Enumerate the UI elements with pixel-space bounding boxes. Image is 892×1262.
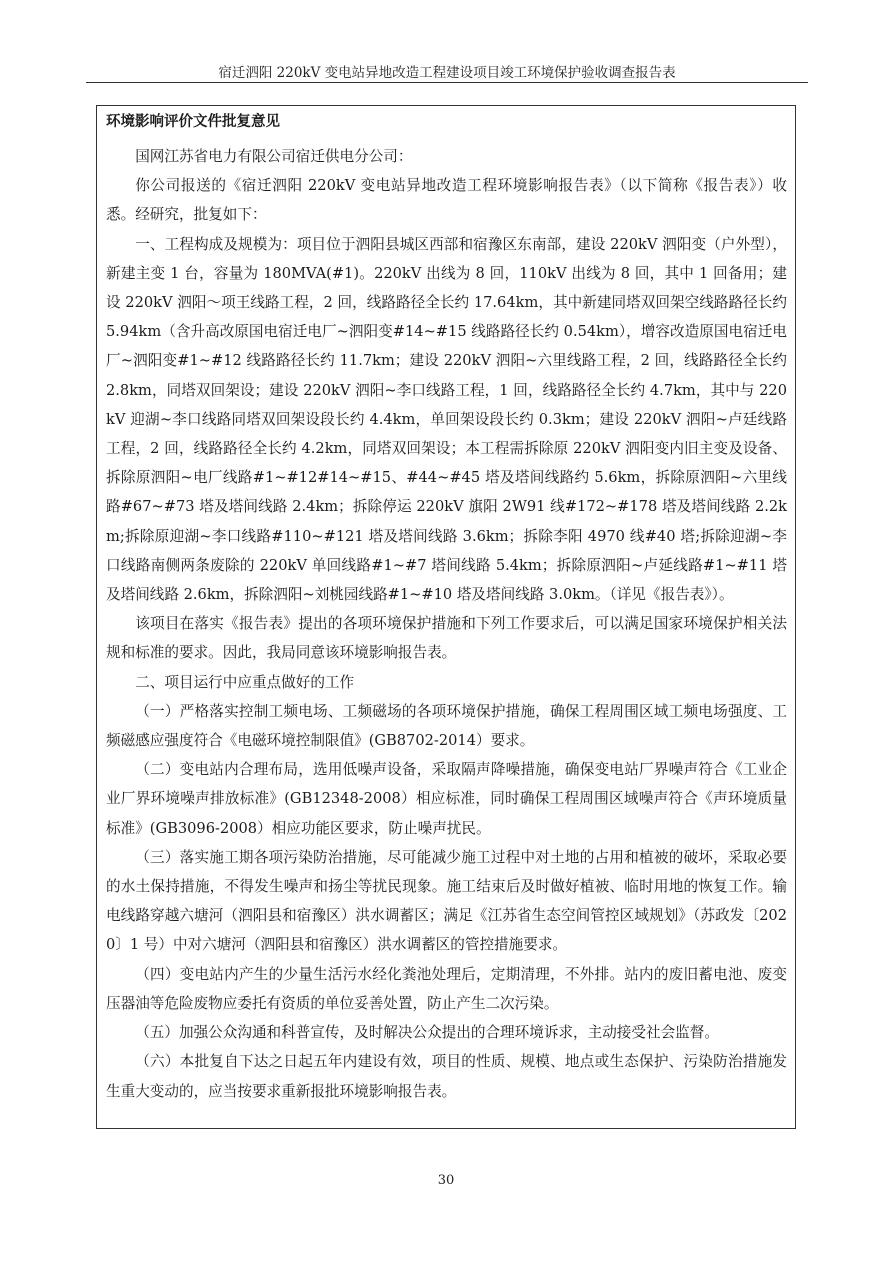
page-number: 30: [437, 1173, 455, 1188]
paragraph-item-6: （六）本批复自下达之日起五年内建设有效，项目的性质、规模、地点或生态保护、污染防治措施发生重大变动的，应当按要求重新报批环境影响报告表。: [106, 1053, 787, 1100]
header-divider: [86, 82, 808, 83]
paragraph-item-3: （三）落实施工期各项污染防治措施，尽可能减少施工过程中对土地的占用和植被的破坏，采取必要的水土保持措施，不得发生噪声和扬尘等扰民现象。施工结束后及时做好植被、临时用地的恢复工作。输电线路穿越六塘河（泗阳县和宿豫区）洪水调蓄区；满足《江苏省生态空间管控区域规划》（苏政发〔2020〕1 号）中对六塘河（泗阳县和宿豫区）洪水调蓄区的管控措施要求。: [106, 848, 787, 954]
paragraph-item-4: （四）变电站内产生的少量生活污水经化粪池处理后，定期清理，不外排。站内的废旧蓄电池、废变压器油等危险废物应委托有资质的单位妥善处置，防止产生二次污染。: [106, 965, 787, 1012]
paragraph-approval: 该项目在落实《报告表》提出的各项环境保护措施和下列工作要求后，可以满足国家环境保护相关法规和标准的要求。因此，我局同意该环境影响报告表。: [106, 615, 787, 662]
paragraph-addressee: 国网江苏省电力有限公司宿迁供电分公司：: [135, 148, 413, 165]
approval-opinion-box: [96, 105, 796, 1129]
paragraph-item-2: （二）变电站内合理布局，选用低噪声设备，采取隔声降噪措施，确保变电站厂界噪声符合《工业企业厂界环境噪声排放标准》(GB12348-2008）相应标准，同时确保工程周围区域噪声符合《声环境质量标准》(GB3096-2008）相应功能区要求，防止噪声扰民。: [106, 761, 787, 837]
paragraph-project-scope: 一、工程构成及规模为：项目位于泗阳县城区西部和宿豫区东南部，建设 220kV 泗阳变（户外型），新建主变 1 台，容量为 180MVA(#1)。220kV 出线为 8 回，110kV 出线为 8 回，其中 1 回备用；建设 220kV 泗阳～项王线路工程，2 回，线路路径全长约 17.64km，其中新建同塔双回架空线路路径长约 5.94km（含升高改原国电宿迁电厂~泗阳变#14~#15 线路路径长约 0.54km），增容改造原国电宿迁电厂~泗阳变#1~#12 线路路径长约 11.7km；建设 220kV 泗阳~六里线路工程，2 回，线路路径全长约 2.8km，同塔双回架设；建设 220kV 泗阳~李口线路工程，1 回，线路路径全长约 4.7km，其中与 220kV 迎湖~李口线路同塔双回架设段长约 4.4km，单回架设段长约 0.3km；建设 220kV 泗阳~卢廷线路工程，2 回，线路路径全长约 4.2km，同塔双回架设；本工程需拆除原 220kV 泗阳变内旧主变及设备、拆除原泗阳~电厂线路#1~#12#14~#15、#44~#45 塔及塔间线路约 5.6km，拆除原泗阳~六里线路#67~#73 塔及塔间线路 2.4km；拆除停运 220kV 旗阳 2W91 线#172~#178 塔及塔间线路 2.2km;拆除原迎湖~李口线路#110~#121 塔及塔间线路 3.6km；拆除李阳 4970 线#40 塔;拆除迎湖~李口线路南侧两条废除的 220kV 单回线路#1~#7 塔间线路 5.4km；拆除原泗阳~卢延线路#1~#11 塔及塔间线路 2.6km，拆除泗阳~刘桃园线路#1~#10 塔及塔间线路 3.0km。（详见《报告表》）。: [106, 235, 787, 604]
paragraph-item-1: （一）严格落实控制工频电场、工频磁场的各项环境保护措施，确保工程周围区域工频电场强度、工频磁感应强度符合《电磁环境控制限值》(GB8702-2014）要求。: [106, 702, 787, 750]
paragraph-section-two-heading: 二、项目运行中应重点做好的工作: [135, 673, 355, 691]
paragraph-intro: 你公司报送的《宿迁泗阳 220kV 变电站异地改造工程环境影响报告表》（以下简称《报告表》）收悉。经研究，批复如下：: [106, 177, 787, 224]
page-header-title: 宿迁泗阳 220kV 变电站异地改造工程建设项目竣工环境保护验收调查报告表: [218, 65, 676, 81]
paragraph-item-5: （五）加强公众沟通和科普宣传，及时解决公众提出的合理环境诉求，主动接受社会监督。: [135, 1024, 719, 1042]
section-title: 环境影响评价文件批复意见: [106, 113, 280, 130]
